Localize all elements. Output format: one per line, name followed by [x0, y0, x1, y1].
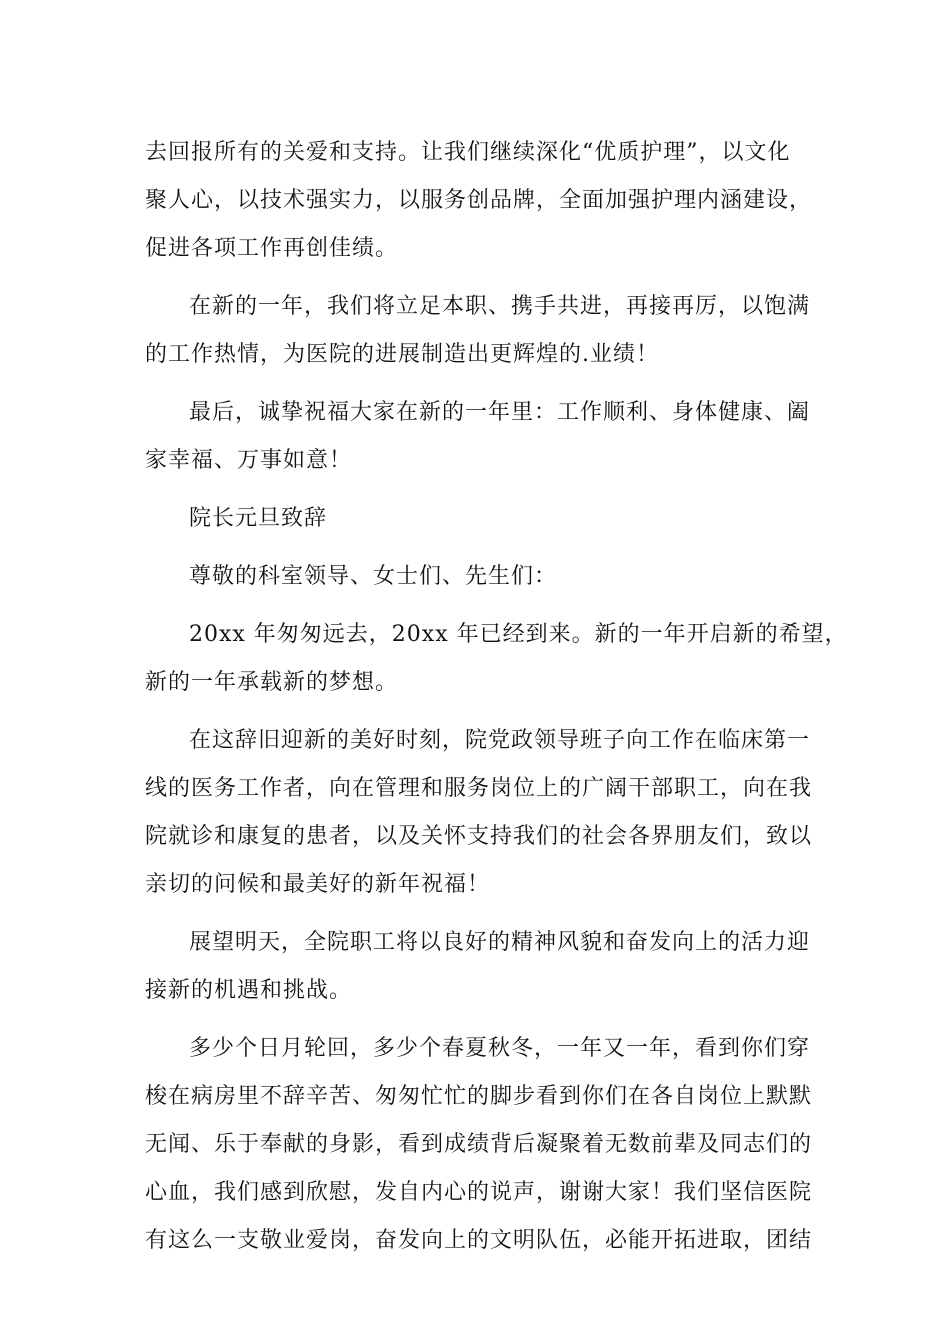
text-line: 新的一年承载新的梦想。: [145, 670, 399, 695]
text-line: 20xx 年匆匆远去，20xx 年已经到来。新的一年开启新的希望，: [189, 622, 848, 647]
text-line: 梭在病房里不辞辛苦、匆匆忙忙的脚步看到你们在各自岗位上默默: [145, 1084, 813, 1109]
text-line: 的工作热情，为医院的进展制造出更辉煌的.业绩！: [145, 342, 659, 367]
paragraph: [145, 611, 848, 707]
paragraph-continuation: [145, 129, 813, 273]
text-line: 无闻、乐于奉献的身影，看到成绩背后凝聚着无数前辈及同志们的: [145, 1132, 813, 1157]
paragraph: [145, 1025, 813, 1265]
text-line: 去回报所有的关爱和支持。让我们继续深化“优质护理”，以文化: [145, 140, 791, 165]
text-line: 院就诊和康复的患者，以及关怀支持我们的社会各界朋友们，致以: [145, 824, 813, 849]
text-line: 最后，诚挚祝福大家在新的一年里：工作顺利、身体健康、阖: [189, 400, 811, 425]
paragraph: [145, 389, 811, 485]
text-line: 展望明天，全院职工将以良好的精神风貌和奋发向上的活力迎: [189, 930, 811, 955]
section-title: [145, 495, 805, 543]
text-line: 家幸福、万事如意！: [145, 448, 353, 473]
text-line: 促进各项工作再创佳绩。: [145, 236, 399, 261]
salutation: [145, 553, 805, 601]
text-line: 在这辞旧迎新的美好时刻，院党政领导班子向工作在临床第一: [189, 728, 811, 753]
text-line: 亲切的问候和最美好的新年祝福！: [145, 872, 491, 897]
paragraph: [145, 283, 811, 379]
text-line: 接新的机遇和挑战。: [145, 978, 353, 1003]
document-body: [145, 129, 848, 1275]
paragraph: [145, 919, 811, 1015]
text-line: 心血，我们感到欣慰，发自内心的说声，谢谢大家！我们坚信医院: [145, 1180, 813, 1205]
text-line: 有这么一支敬业爱岗，奋发向上的文明队伍，必能开拓进取，团结: [145, 1228, 813, 1253]
text-line: 尊敬的科室领导、女士们、先生们：: [189, 564, 558, 589]
text-line: 多少个日月轮回，多少个春夏秋冬，一年又一年，看到你们穿: [189, 1036, 811, 1061]
text-line: 院长元旦致辞: [189, 506, 328, 531]
text-line: 线的医务工作者，向在管理和服务岗位上的广阔干部职工，向在我: [145, 776, 813, 801]
paragraph: [145, 717, 813, 909]
text-line: 在新的一年，我们将立足本职、携手共进，再接再厉，以饱满: [189, 294, 811, 319]
text-line: 聚人心，以技术强实力，以服务创品牌，全面加强护理内涵建设，: [145, 188, 813, 213]
